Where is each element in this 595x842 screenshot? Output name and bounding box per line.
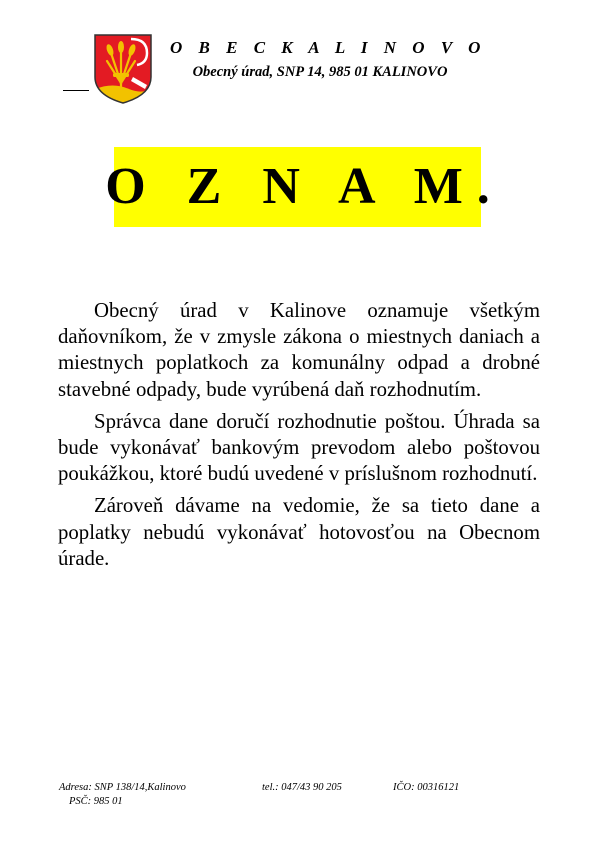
coat-of-arms-icon xyxy=(93,33,153,105)
footer-address: Adresa: SNP 138/14,Kalinovo xyxy=(59,782,186,793)
notice-body xyxy=(58,298,540,578)
municipality-title: O B E C K A L I N O V O xyxy=(170,38,487,57)
notice-paragraph: Obecný úrad v Kalinove oznamuje všetkým daňovníkom, že v zmysle zákona o miestnych daniach a miestnych poplatkoch za komunálny odpad a drobné stavebné odpady, bude vyrúbená daň rozhodnutím. xyxy=(58,299,540,401)
crest-underline xyxy=(63,90,89,91)
footer-postal-code: PSČ: 985 01 xyxy=(69,796,123,807)
footer-company-id: IČO: 00316121 xyxy=(393,782,460,793)
footer-phone: tel.: 047/43 90 205 xyxy=(262,782,342,793)
notice-heading-highlight xyxy=(105,147,504,227)
notice-paragraph: Zároveň dávame na vedomie, že sa tieto dane a poplatky nebudú vykonávať hotovosťou na Obecnom úrade. xyxy=(58,494,540,570)
notice-heading: O Z N A M. xyxy=(105,158,504,215)
office-address: Obecný úrad, SNP 14, 985 01 KALINOVO xyxy=(192,64,448,80)
notice-paragraph: Správca dane doručí rozhodnutie poštou. Úhrada sa bude vykonávať bankovým prevodom alebo poštovou poukážkou, ktoré budú uvedené v príslušnom rozhodnutí. xyxy=(58,409,540,486)
